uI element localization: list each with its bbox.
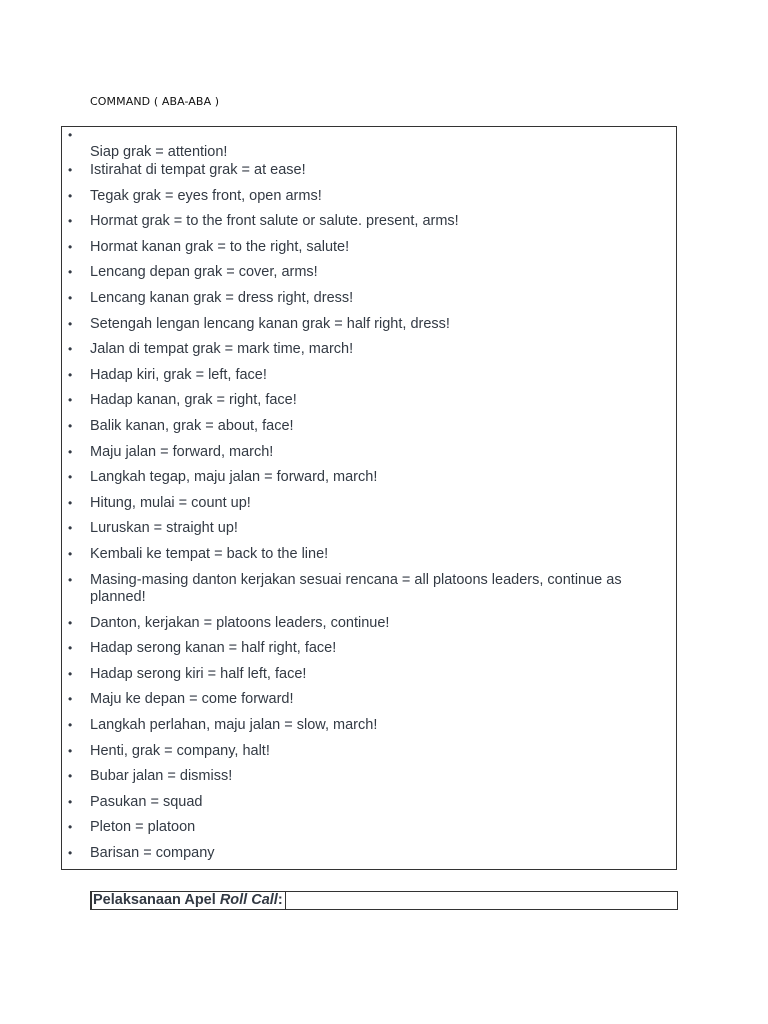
bullet-icon: • <box>68 239 73 254</box>
list-item <box>62 717 676 735</box>
bullet-icon: • <box>68 820 73 835</box>
command-text: Kembali ke tempat = back to the line! <box>90 545 329 562</box>
list-item <box>62 640 676 658</box>
bullet-icon: • <box>68 188 73 203</box>
list-item <box>62 316 676 334</box>
command-text: Hadap serong kiri = half left, face! <box>90 665 307 682</box>
bullet-icon: • <box>68 367 73 382</box>
bullet-icon: • <box>68 393 73 408</box>
bullet-icon: • <box>68 290 73 305</box>
command-text: Langkah perlahan, maju jalan = slow, march! <box>90 716 378 733</box>
command-text: Siap grak = attention! <box>90 144 228 160</box>
list-item <box>62 794 676 812</box>
command-text: Balik kanan, grak = about, face! <box>90 417 294 434</box>
bullet-icon: • <box>68 444 73 459</box>
list-item <box>62 239 676 257</box>
bullet-icon: • <box>68 794 73 809</box>
roll-call-heading <box>91 891 286 910</box>
bullet-icon: • <box>68 128 73 142</box>
bullet-icon: • <box>68 546 73 561</box>
list-item <box>62 572 676 607</box>
command-text: Lencang depan grak = cover, arms! <box>90 264 318 281</box>
command-text: Pasukan = squad <box>90 793 203 810</box>
list-item <box>62 162 676 180</box>
command-text: Hadap kanan, grak = right, face! <box>90 392 297 409</box>
roll-call-label-plain: Pelaksanaan Apel <box>93 892 220 908</box>
list-item <box>62 444 676 462</box>
bullet-icon: • <box>68 717 73 732</box>
bullet-icon: • <box>68 769 73 784</box>
command-text: Hormat kanan grak = to the right, salute! <box>90 238 350 255</box>
list-item <box>62 127 676 160</box>
bullet-icon: • <box>68 692 73 707</box>
list-item <box>62 495 676 513</box>
bullet-icon: • <box>68 641 73 656</box>
list-item <box>62 743 676 761</box>
bullet-icon: • <box>68 163 73 177</box>
command-list <box>62 127 676 862</box>
bullet-icon: • <box>68 845 73 860</box>
command-text: Hadap kiri, grak = left, face! <box>90 366 267 383</box>
list-item <box>62 520 676 538</box>
bullet-icon: • <box>68 214 73 229</box>
command-text: Barisan = company <box>90 844 215 861</box>
bullet-icon: • <box>68 495 73 510</box>
bullet-icon: • <box>68 666 73 681</box>
list-item <box>62 213 676 231</box>
list-item <box>62 188 676 206</box>
roll-call-label-suffix: : <box>277 892 283 908</box>
command-text: Maju ke depan = come forward! <box>90 691 294 708</box>
list-item <box>62 341 676 359</box>
command-text: Hadap serong kanan = half right, face! <box>90 640 337 657</box>
command-text: Maju jalan = forward, march! <box>90 443 274 460</box>
list-item <box>62 691 676 709</box>
roll-call-table-cell <box>90 891 678 910</box>
command-text: Lencang kanan grak = dress right, dress! <box>90 289 354 306</box>
command-text: Setengah lengan lencang kanan grak = half right, dress! <box>90 315 450 332</box>
list-item <box>62 819 676 837</box>
bullet-icon: • <box>68 470 73 485</box>
bullet-icon: • <box>68 418 73 433</box>
list-item <box>62 768 676 786</box>
bullet-icon: • <box>68 316 73 331</box>
bullet-icon: • <box>68 521 73 536</box>
command-text: Henti, grak = company, halt! <box>90 742 270 759</box>
list-item <box>62 418 676 436</box>
command-text: Langkah tegap, maju jalan = forward, march! <box>90 469 378 486</box>
list-item <box>62 666 676 684</box>
command-text: Danton, kerjakan = platoons leaders, continue! <box>90 614 390 631</box>
list-item <box>62 290 676 308</box>
bullet-icon: • <box>68 572 73 587</box>
bullet-icon: • <box>68 743 73 758</box>
list-item <box>62 392 676 410</box>
bullet-icon: • <box>68 342 73 357</box>
bullet-icon: • <box>68 615 73 630</box>
command-text: Hormat grak = to the front salute or salute. present, arms! <box>90 213 459 230</box>
command-text: Tegak grak = eyes front, open arms! <box>90 187 322 204</box>
list-item <box>62 615 676 633</box>
command-text: Luruskan = straight up! <box>90 520 238 537</box>
bullet-icon: • <box>68 265 73 280</box>
command-text: Jalan di tempat grak = mark time, march! <box>90 341 354 358</box>
list-item <box>62 264 676 282</box>
command-text: Pleton = platoon <box>90 819 196 836</box>
list-item <box>62 469 676 487</box>
command-table-cell <box>61 126 677 870</box>
list-item <box>62 546 676 564</box>
command-text: Hitung, mulai = count up! <box>90 494 251 511</box>
command-text: Masing-masing danton kerjakan sesuai rencana = all platoons leaders, continue as planned! <box>90 571 622 605</box>
list-item <box>62 845 676 863</box>
section-heading: COMMAND ( ABA-ABA ) <box>90 95 220 108</box>
command-text: Istirahat di tempat grak = at ease! <box>90 162 306 178</box>
roll-call-label-italic: Roll Call <box>219 892 278 908</box>
list-item <box>62 367 676 385</box>
command-text: Bubar jalan = dismiss! <box>90 768 233 785</box>
